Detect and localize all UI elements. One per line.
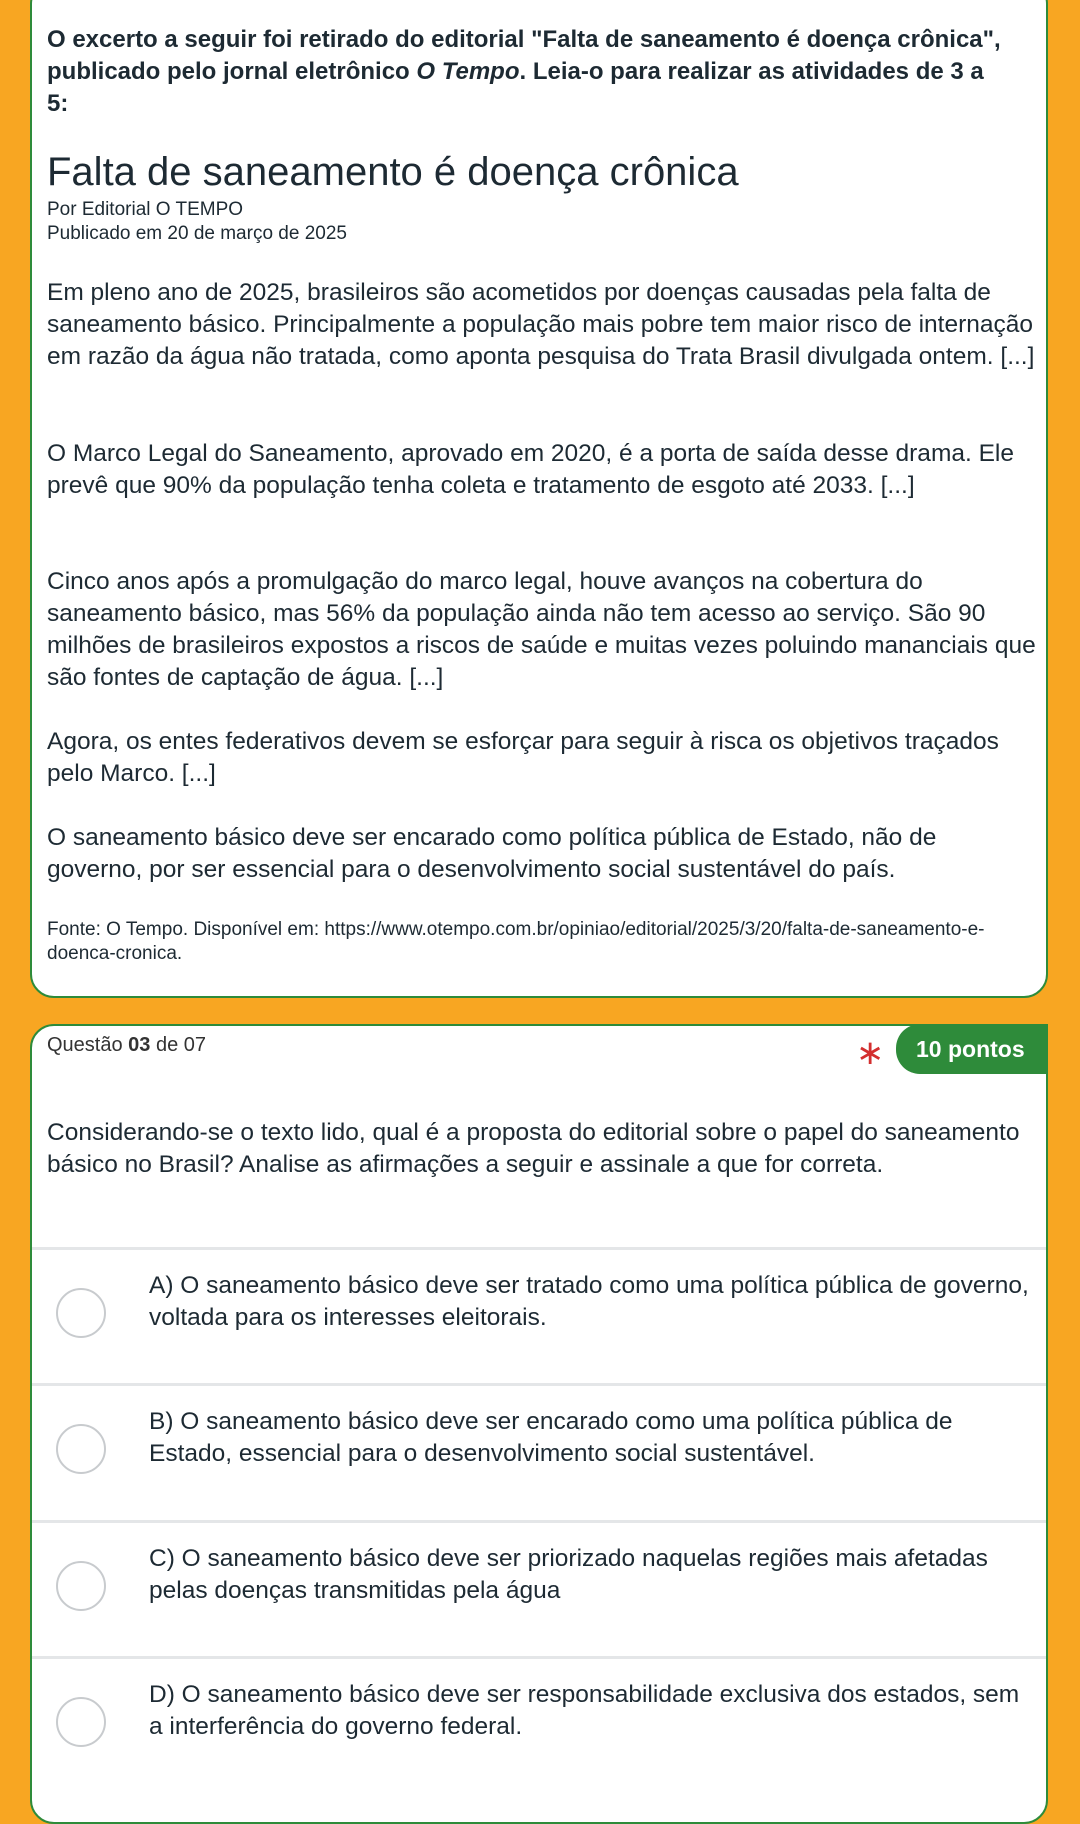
reading-instructions [47,24,1007,120]
article-byline: Por Editorial O TEMPO [47,199,244,220]
required-asterisk-icon: ∗ [856,1034,885,1072]
answer-option-a[interactable] [32,1250,1046,1380]
article-paragraph: O Marco Legal do Saneamento, aprovado em 2020, é a porta de saída desse drama. Ele prevê que 90% da população tenha coleta e tratamento de esgoto até 2033. [...] [47,440,1014,499]
radio-button-icon[interactable] [56,1424,106,1474]
answer-option-text: D) O saneamento básico deve ser responsabilidade exclusiva dos estados, sem a interferência do governo federal. [149,1681,1020,1740]
answer-option-c[interactable] [32,1523,1046,1653]
points-badge: 10 pontos [896,1024,1048,1074]
answer-option-d[interactable] [32,1659,1046,1789]
question-number: 03 [128,1034,151,1056]
article-source: Fonte: O Tempo. Disponível em: https://www.otempo.com.br/opiniao/editorial/2025/3/20/falta-de-saneamento-e-doenca-cronica. [47,919,985,964]
radio-button-icon[interactable] [56,1288,106,1338]
answer-option-text: C) O saneamento básico deve ser priorizado naquelas regiões mais afetadas pelas doenças transmitidas pela água [149,1545,988,1604]
newspaper-name: O Tempo [416,58,520,85]
article-publish-date: Publicado em 20 de março de 2025 [47,223,347,244]
article-title: Falta de saneamento é doença crônica [47,150,739,194]
question-label: Questão [47,1034,123,1056]
question-total: de 07 [155,1034,207,1056]
article-paragraph: Cinco anos após a promulgação do marco legal, houve avanços na cobertura do saneamento básico, mas 56% da população ainda não tem acesso ao serviço. São 90 milhões de brasileiros expostos a riscos de saúde e muitas vezes poluindo mananciais que são fontes de captação de água. [...] [47,568,1036,691]
answer-option-text: B) O saneamento básico deve ser encarado como uma política pública de Estado, essencial para o desenvolvimento social sustentável. [149,1408,953,1467]
radio-button-icon[interactable] [56,1697,106,1747]
article-paragraph: Em pleno ano de 2025, brasileiros são acometidos por doenças causadas pela falta de saneamento básico. Principalmente a população mais pobre tem maior risco de internação em razão da água não tratada, como aponta pesquisa do Trata Brasil divulgada ontem. [...] [47,279,1035,370]
article-paragraph: Agora, os entes federativos devem se esforçar para seguir à risca os objetivos traçados pelo Marco. [...] [47,728,999,787]
question-counter [47,1032,206,1058]
intro-text-end: . Leia-o para realizar as atividades de 3 a 5: [47,58,984,117]
answer-option-b[interactable] [32,1386,1046,1516]
article-paragraph: O saneamento básico deve ser encarado como política pública de Estado, não de governo, por ser essencial para o desenvolvimento social sustentável do país. [47,824,937,883]
answer-option-text: A) O saneamento básico deve ser tratado como uma política pública de governo, voltada para os interesses eleitorais. [149,1272,1029,1331]
question-prompt: Considerando-se o texto lido, qual é a proposta do editorial sobre o papel do saneamento básico no Brasil? Analise as afirmações a seguir e assinale a que for correta. [47,1119,1020,1178]
intro-text-start: O excerto a seguir foi retirado do editorial "Falta de saneamento é doença crônica", publicado pelo jornal eletrônico [47,26,1001,85]
radio-button-icon[interactable] [56,1561,106,1611]
